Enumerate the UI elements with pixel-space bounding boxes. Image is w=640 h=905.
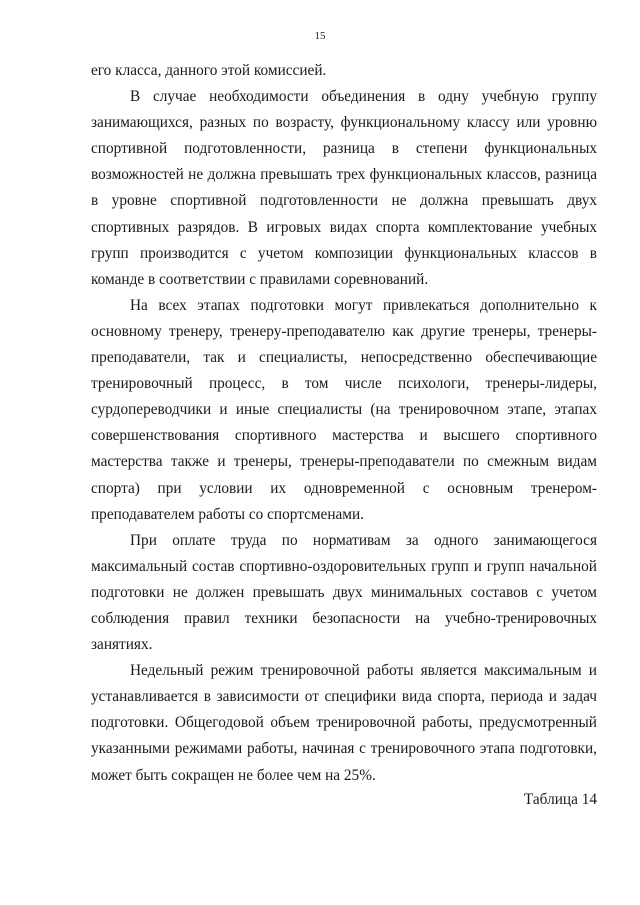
- page-number: 15: [314, 30, 326, 42]
- paragraph-additional-coaches: На всех этапах подготовки могут привлекаться дополнительно к основному тренеру, тренеру-преподавателю как другие тренеры, тренеры-преподаватели, так и специалисты, непосредственно обеспечивающие тренировочный процесс, в том числе психологи, тренеры-лидеры, сурдопереводчики и иные специалисты (на тренировочном этапе, этапах совершенствования спортивного мастерства и высшего спортивного мастерства также и тренеры, тренеры-преподаватели по смежным видам спорта) при условии их одновременной с основным тренером-преподавателем работы со спортсменами.: [91, 296, 597, 523]
- paragraph-weekly-regime: Недельный режим тренировочной работы является максимальным и устанавливается в зависимости от специфики вида спорта, периода и задач подготовки. Общегодовой объем тренировочной работы, предусмотренный указанными режимами работы, начиная с тренировочного этапа подготовки, может быть сокращен не более чем на 25%.: [91, 662, 597, 784]
- table-caption: Таблица 14: [523, 791, 597, 808]
- paragraph-payment-norms: При оплате труда по нормативам за одного занимающегося максимальный состав спортивно-оздоровительных групп и групп начальной подготовки не должен превышать двух минимальных составов с учетом соблюдения правил техники безопасности на учебно-тренировочных занятиях.: [91, 531, 597, 654]
- paragraph-continuation: его класса, данного этой комиссией.: [91, 62, 327, 79]
- document-body: [91, 58, 597, 789]
- paragraph-group-merging: В случае необходимости объединения в одну учебную группу занимающихся, разных по возрасту, функциональному классу или уровню спортивной подготовленности, разница в степени функциональных возможностей не должна превышать трех функциональных классов, разница в уровне спортивной подготовленности не должна превышать двух спортивных разрядов. В игровых видах спорта комплектование учебных групп производится с учетом композиции функциональных классов в команде в соответствии с правилами соревнований.: [91, 88, 597, 288]
